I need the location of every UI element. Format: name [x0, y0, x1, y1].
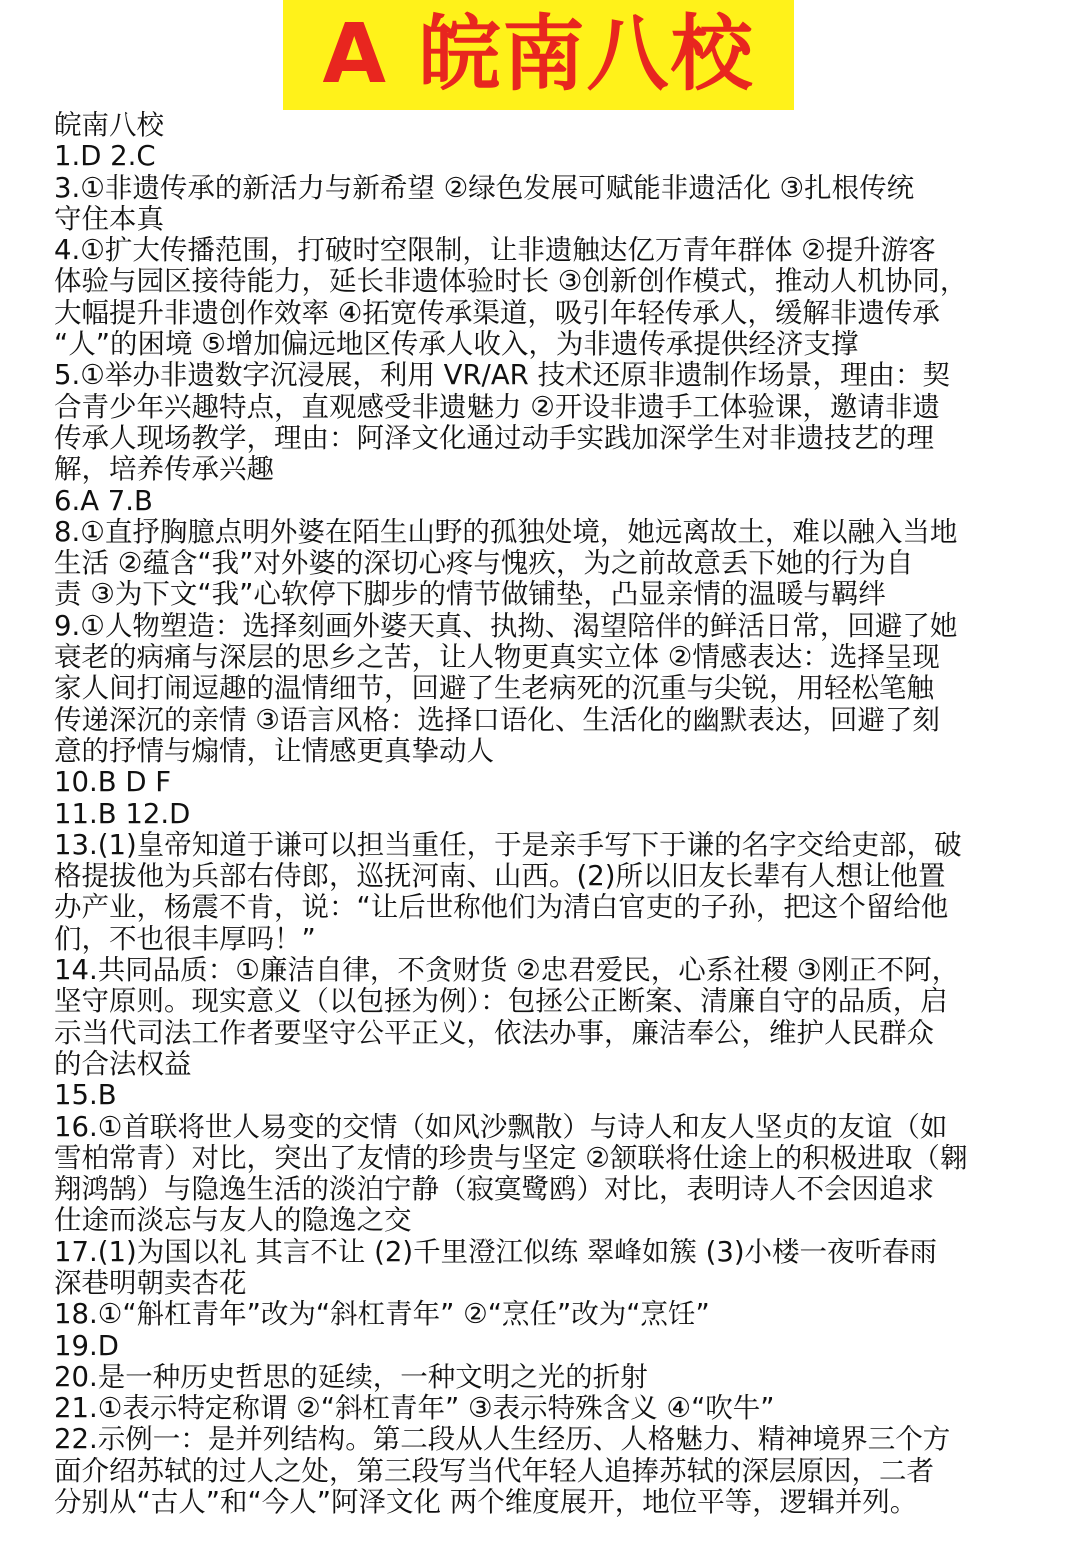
text-line: 20.是一种历史哲思的延续，一种文明之光的折射: [54, 1361, 648, 1393]
text-line: 面介绍苏轼的过人之处，第三段写当代年轻人追捧苏轼的深层原因，二者: [54, 1455, 934, 1487]
text-line: 16.①首联将世人易变的交情（如风沙飘散）与诗人和友人坚贞的友谊（如: [54, 1111, 948, 1143]
text-line: 皖南八校: [54, 110, 164, 141]
text-line: 10.B D F: [54, 767, 172, 799]
text-line: 18.①“斛杠青年”改为“斜杠青年” ②“烹任”改为“烹饪”: [54, 1299, 710, 1331]
title-banner: [283, 0, 794, 110]
text-line: 14.共同品质：①廉洁自律，不贪财货 ②忠君爱民，心系社稷 ③刚正不阿，: [54, 955, 960, 987]
text-line: 的合法权益: [54, 1048, 192, 1080]
text-line: 1.D 2.C: [54, 141, 156, 173]
text-line: 体验与园区接待能力，延长非遗体验时长 ③创新创作模式，推动人机协同，: [54, 266, 968, 298]
text-line: 雪柏常青）对比，突出了友情的珍贵与坚定 ②颔联将仕途上的积极进取（翱: [54, 1142, 968, 1174]
text-line: 传承人现场教学，理由：阿泽文化通过动手实践加深学生对非遗技艺的理: [54, 422, 934, 454]
text-line: 生活 ②蕴含“我”对外婆的深切心疼与愧疚，为之前故意丢下她的行为自: [54, 548, 914, 580]
text-line: 坚守原则。现实意义（以包拯为例）：包拯公正断案、清廉自守的品质，启: [54, 986, 948, 1018]
text-line: 分别从“古人”和“今人”阿泽文化 两个维度展开，地位平等，逻辑并列。: [54, 1487, 918, 1519]
text-line: 3.①非遗传承的新活力与新希望 ②绿色发展可赋能非遗活化 ③扎根传统: [54, 172, 915, 204]
text-line: 示当代司法工作者要坚守公平正义，依法办事，廉洁奉公，维护人民群众: [54, 1017, 934, 1049]
text-line: 翔鸿鹄）与隐逸生活的淡泊宁静（寂寞鹭鸥）对比，表明诗人不会因追求: [54, 1174, 934, 1206]
banner-title: A 皖南八校: [322, 7, 755, 102]
text-line: 8.①直抒胸臆点明外婆在陌生山野的孤独处境，她远离故土，难以融入当地: [54, 516, 958, 548]
text-line: 合青少年兴趣特点，直观感受非遗魅力 ②开设非遗手工体验课，邀请非遗: [54, 391, 940, 423]
text-line: 格提拔他为兵部右侍郎，巡抚河南、山西。(2)所以旧友长辈有人想让他置: [54, 861, 946, 893]
text-line: 21.①表示特定称谓 ②“斜杠青年” ③表示特殊含义 ④“吹牛”: [54, 1393, 775, 1425]
text-line: 仕途而淡忘与友人的隐逸之交: [54, 1205, 412, 1237]
text-line: 19.D: [54, 1330, 119, 1362]
text-line: 5.①举办非遗数字沉浸展，利用 VR/AR 技术还原非遗制作场景，理由：契: [54, 360, 950, 392]
text-line: 大幅提升非遗创作效率 ④拓宽传承渠道，吸引年轻传承人，缓解非遗传承: [54, 297, 940, 329]
text-line: 家人间打闹逗趣的温情细节，回避了生老病死的沉重与尖锐，用轻松笔触: [54, 673, 934, 705]
text-line: 17.(1)为国以礼 其言不让 (2)千里澄江似练 翠峰如簇 (3)小楼一夜听春雨: [54, 1236, 938, 1268]
text-line: 4.①扩大传播范围，打破时空限制，让非遗触达亿万青年群体 ②提升游客: [54, 235, 936, 267]
text-line: 6.A 7.B: [54, 485, 153, 517]
text-line: 意的抒情与煽情，让情感更真挚动人: [54, 735, 494, 767]
text-line: 们，不也很丰厚吗！”: [54, 923, 316, 955]
text-line: 15.B: [54, 1080, 117, 1112]
text-line: 22.示例一：是并列结构。第二段从人生经历、人格魅力、精神境界三个方: [54, 1424, 951, 1456]
text-line: 解，培养传承兴趣: [54, 454, 274, 486]
text-line: 9.①人物塑造：选择刻画外婆天真、执拗、渴望陪伴的鲜活日常，回避了她: [54, 610, 958, 642]
text-line: 守住本真: [54, 203, 164, 235]
text-line: “人”的困境 ⑤增加偏远地区传承人收入，为非遗传承提供经济支撑: [54, 329, 859, 361]
text-line: 传递深沉的亲情 ③语言风格：选择口语化、生活化的幽默表达，回避了刻: [54, 704, 940, 736]
text-line: 13.(1)皇帝知道于谦可以担当重任，于是亲手写下于谦的名字交给吏部，破: [54, 829, 962, 861]
text-line: 衰老的病痛与深层的思乡之苦，让人物更真实立体 ②情感表达：选择呈现: [54, 642, 940, 674]
text-line: 责 ③为下文“我”心软停下脚步的情节做铺垫，凸显亲情的温暖与羁绊: [54, 579, 886, 611]
answer-key-text: [54, 110, 1029, 1518]
text-line: 11.B 12.D: [54, 798, 191, 830]
text-line: 深巷明朝卖杏花: [54, 1267, 247, 1299]
text-line: 办产业，杨震不肯，说：“让后世称他们为清白官吏的子孙，把这个留给他: [54, 892, 949, 924]
